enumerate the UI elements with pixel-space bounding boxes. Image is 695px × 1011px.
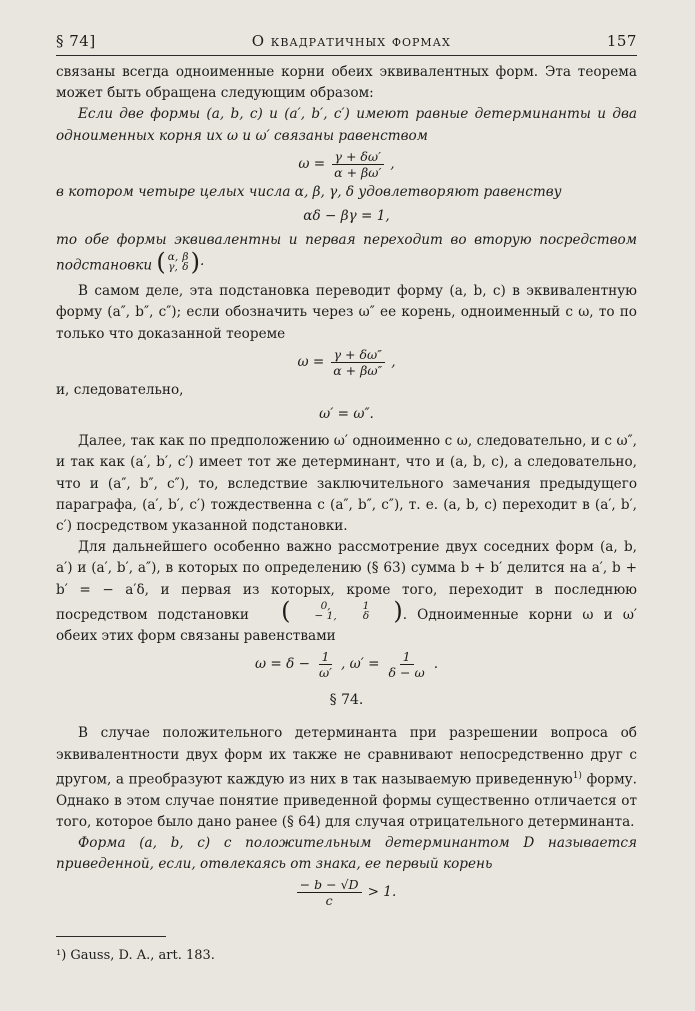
formula-lhs: ω = δ − bbox=[254, 656, 310, 673]
formula-mid: , ω′ = bbox=[341, 656, 380, 673]
substitution-matrix-2: ( 0, − 1, 1 δ ) bbox=[281, 596, 403, 625]
page-body bbox=[56, 62, 637, 967]
fraction-numerator: 1 bbox=[319, 649, 333, 665]
formula-omega-2 bbox=[56, 347, 637, 378]
matrix-cell: β bbox=[182, 251, 189, 264]
footnote-marker: 1) bbox=[572, 770, 582, 781]
running-header bbox=[56, 32, 637, 56]
fraction bbox=[386, 649, 428, 680]
formula-tail: . bbox=[433, 656, 439, 673]
matrix-cell: 1 bbox=[362, 599, 370, 612]
header-title: О квадратичных формах bbox=[251, 32, 451, 50]
fraction-denominator: c bbox=[325, 893, 333, 909]
matrix-cell: γ, bbox=[168, 261, 178, 274]
formula-neighbor-roots bbox=[56, 649, 637, 680]
neighbors-text-end: . Одноименные корни ω и ω′ обеих этих форм связаны равенствами bbox=[56, 606, 637, 645]
formula-lhs: ω = bbox=[297, 353, 325, 370]
neighbors-text: Для дальнейшего особенно важно рассмотрение двух соседних форм (a, b, a′) и (a′, b′, a″), в которых по определению (§ 63) сумма b + b′ делится на a′, b + b′ = − a′δ, и первая из которых, кроме того, переходит в последнюю посредством подстановки bbox=[56, 539, 637, 623]
paragraph-positive-det bbox=[56, 723, 637, 833]
formula-equality: ω′ = ω″. bbox=[319, 406, 374, 423]
fraction-denominator: δ − ω bbox=[388, 665, 425, 681]
theorem-statement: Если две формы (a, b, c) и (a′, b′, c′) имеют равные детерминанты и два одноименных корня их ω и ω′ связаны равенством bbox=[56, 106, 637, 144]
matrix-cell: δ bbox=[362, 609, 370, 622]
fraction-numerator: 1 bbox=[400, 649, 414, 665]
fraction-denominator: α + βω″ bbox=[333, 362, 383, 378]
formula-tail: , bbox=[391, 353, 396, 370]
paragraph-condition: в котором четыре целых числа α, β, γ, δ удовлетворяют равенству bbox=[56, 183, 562, 200]
fraction-numerator: γ + δω′ bbox=[332, 149, 384, 165]
paragraph-hence: и, следовательно, bbox=[56, 381, 184, 398]
fraction-numerator: − b − √D bbox=[297, 877, 362, 893]
section-heading: § 74. bbox=[329, 692, 364, 709]
definition-reduced-form: Форма (a, b, c) с положительным детерминантом D называется приведенной, если, отвлекаясь от знака, ее первый корень bbox=[56, 835, 637, 873]
formula-omega-1 bbox=[56, 149, 637, 180]
fraction bbox=[331, 149, 384, 180]
fraction bbox=[330, 347, 385, 378]
matrix-cell: 0, bbox=[320, 599, 331, 612]
fraction bbox=[297, 877, 362, 908]
substitution-matrix-1: ( α, γ, β δ ) . bbox=[156, 248, 205, 277]
fraction-numerator: γ + δω″ bbox=[331, 347, 385, 363]
positive-det-text-end: форму. Однако в этом случае понятие приведенной формы существенно отличается от того, которое было дано ранее (§ 64) для случая отрицательного детерминанта. bbox=[56, 771, 637, 830]
conclusion-text: то обе формы эквивалентны и первая переходит во вторую посредством подстановки bbox=[56, 232, 637, 275]
formula-tail: , bbox=[390, 155, 395, 172]
matrix-cell: δ bbox=[182, 261, 189, 274]
paragraph-1: связаны всегда одноименные корни обеих эквивалентных форм. Эта теорема может быть обращена следующим образом: bbox=[56, 64, 637, 102]
paragraph-further: Далее, так как по предположению ω′ одноименно с ω, следовательно, и с ω″, и так как (a′, b′, c′) имеет тот же детерминант, что и (a, b, c), а следовательно, что и (a″, b″, c″), то, вследствие заключительного замечания предыдущего параграфа, (a′, b′, c′) тождественна с (a″, b″, c″), т. е. (a, b, c) переходит в (a′, b′, c′) посредством указанной подстановки. bbox=[56, 433, 637, 535]
footnote: ¹) Gauss, D. A., art. 183. bbox=[56, 948, 215, 964]
formula-determinant: αδ − βγ = 1, bbox=[303, 208, 390, 225]
formula-lhs: ω = bbox=[298, 155, 326, 172]
matrix-cell: α, bbox=[167, 251, 179, 264]
fraction-denominator: ω′ bbox=[318, 665, 333, 681]
paragraph-proof: В самом деле, эта подстановка переводит форму (a, b, c) в эквивалентную форму (a″, b″, c″); если обозначить через ω″ ее корень, одноименный с ω, то по только что доказанной теореме bbox=[56, 283, 637, 342]
formula-tail: > 1. bbox=[367, 884, 397, 901]
paragraph-neighbors bbox=[56, 537, 637, 647]
matrix-cell: − 1, bbox=[314, 609, 337, 622]
header-section: § 74] bbox=[56, 32, 96, 50]
formula-first-root bbox=[56, 877, 637, 908]
page-number: 157 bbox=[606, 32, 637, 50]
paragraph-conclusion bbox=[56, 230, 637, 277]
positive-det-text: В случае положительного детерминанта при разрешении вопроса об эквивалентности двух форм их также не сравнивают непосредственно друг с другом, а преобразуют каждую из них в так называемую приведенную bbox=[56, 725, 637, 788]
fraction-denominator: α + βω′ bbox=[334, 164, 382, 180]
fraction bbox=[316, 649, 335, 680]
footnote-divider bbox=[56, 936, 166, 937]
